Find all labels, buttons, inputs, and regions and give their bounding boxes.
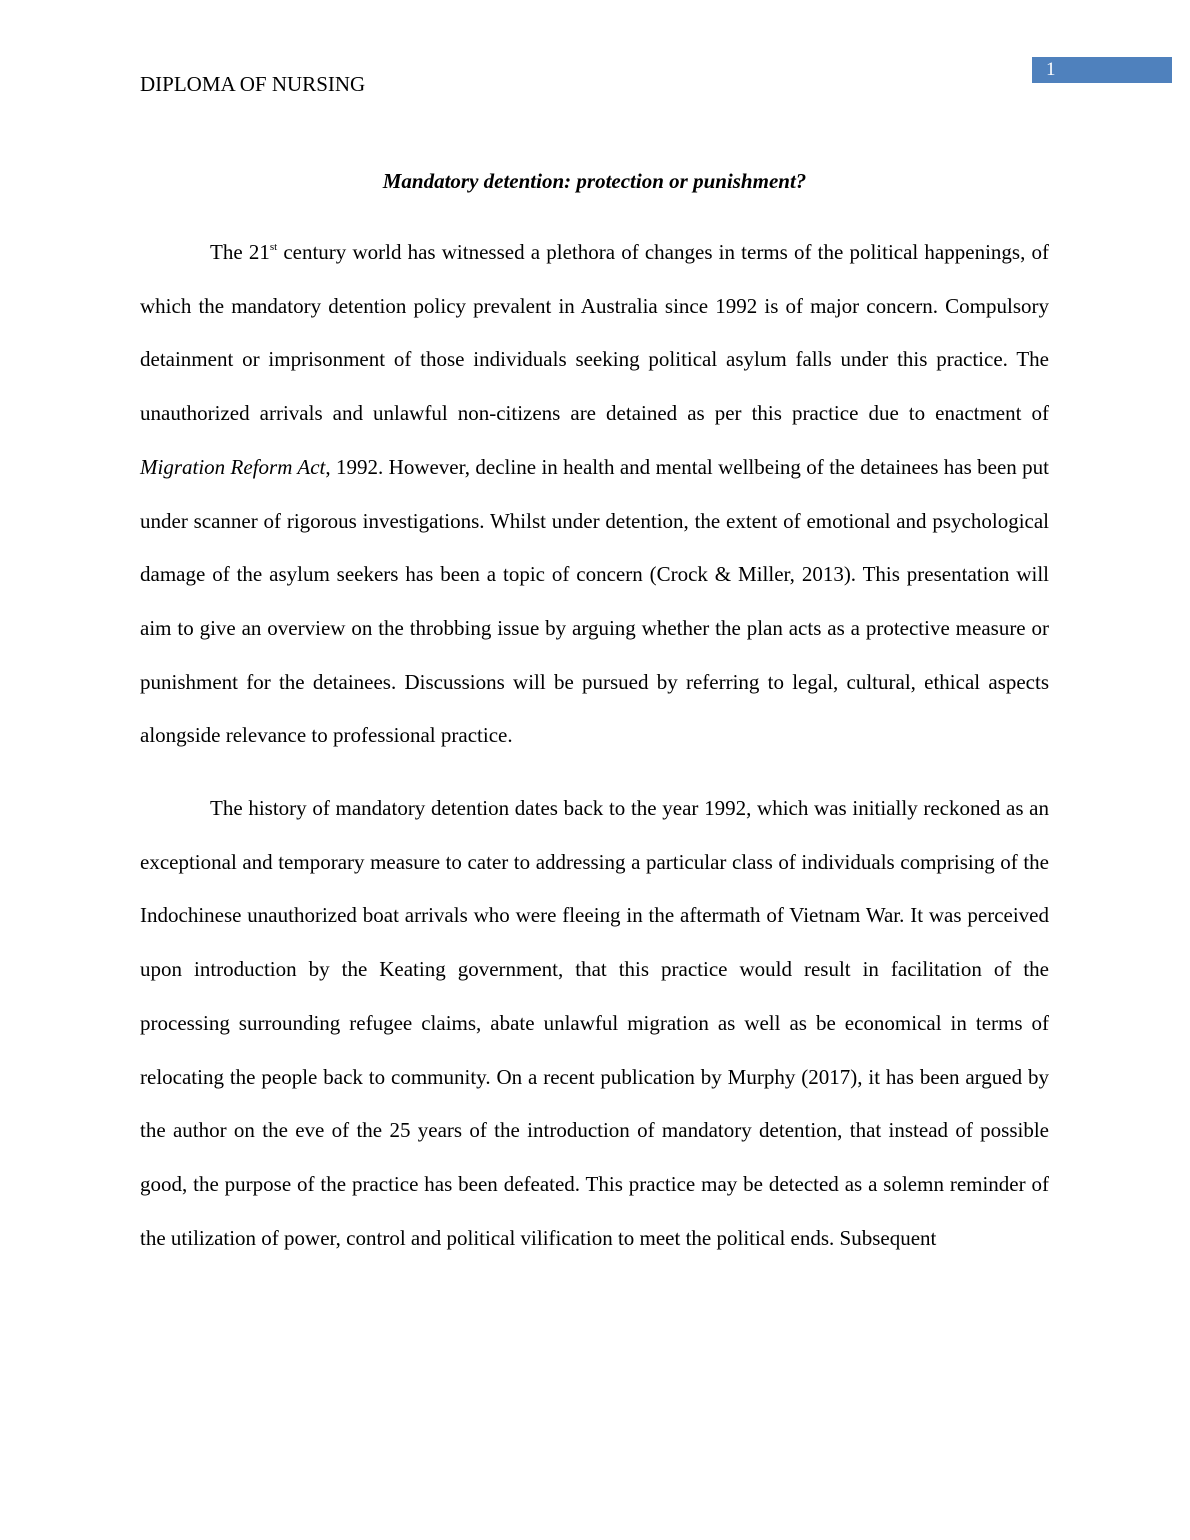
paragraph-intro-rest: , 1992. However, decline in health and mental wellbeing of the detainees has been put under scanner of rigorous investigations. Whilst under detention, the extent of emotional and psychological damage of the asylum seekers has been a topic of concern (Crock & Miller, 2013). This presentation will aim to give an overview on the throbbing issue by arguing whether the plan acts as a protective measure or punishment for the detainees. Discussions will be pursued by referring to legal, cultural, ethical aspects alongside relevance to professional practice. — [140, 454, 1049, 748]
paragraph-intro — [140, 226, 1049, 763]
ordinal-suffix: st — [269, 241, 278, 253]
running-header: DIPLOMA OF NURSING — [140, 72, 366, 96]
paragraph-intro-lead: The 21 — [210, 240, 270, 264]
document-title: Mandatory detention: protection or punishment? — [382, 169, 807, 193]
act-name-italic: Migration Reform Act — [140, 454, 326, 479]
document-body — [140, 226, 1049, 1265]
paragraph-intro-text: century world has witnessed a plethora of changes in terms of the political happenings, of which the mandatory detention policy prevalent in Australia since 1992 is of major concern. Compulsory detainment or imprisonment of those individuals seeking political asylum falls under this practice. The unauthorized arrivals and unlawful non-citizens are detained as per this practice due to enactment of — [140, 240, 1049, 426]
page-number: 1 — [1046, 59, 1056, 80]
page-number-badge — [1032, 57, 1172, 83]
paragraph-history: The history of mandatory detention dates back to the year 1992, which was initially reckoned as an exceptional and temporary measure to cater to addressing a particular class of individuals comprising of the Indochinese unauthorized boat arrivals who were fleeing in the aftermath of Vietnam War. It was perceived upon introduction by the Keating government, that this practice would result in facilitation of the processing surrounding refugee claims, abate unlawful migration as well as be economical in terms of relocating the people back to community. On a recent publication by Murphy (2017), it has been argued by the author on the eve of the 25 years of the introduction of mandatory detention, that instead of possible good, the purpose of the practice has been defeated. This practice may be detected as a solemn reminder of the utilization of power, control and political vilification to meet the political ends. Subsequent — [140, 796, 1049, 1250]
